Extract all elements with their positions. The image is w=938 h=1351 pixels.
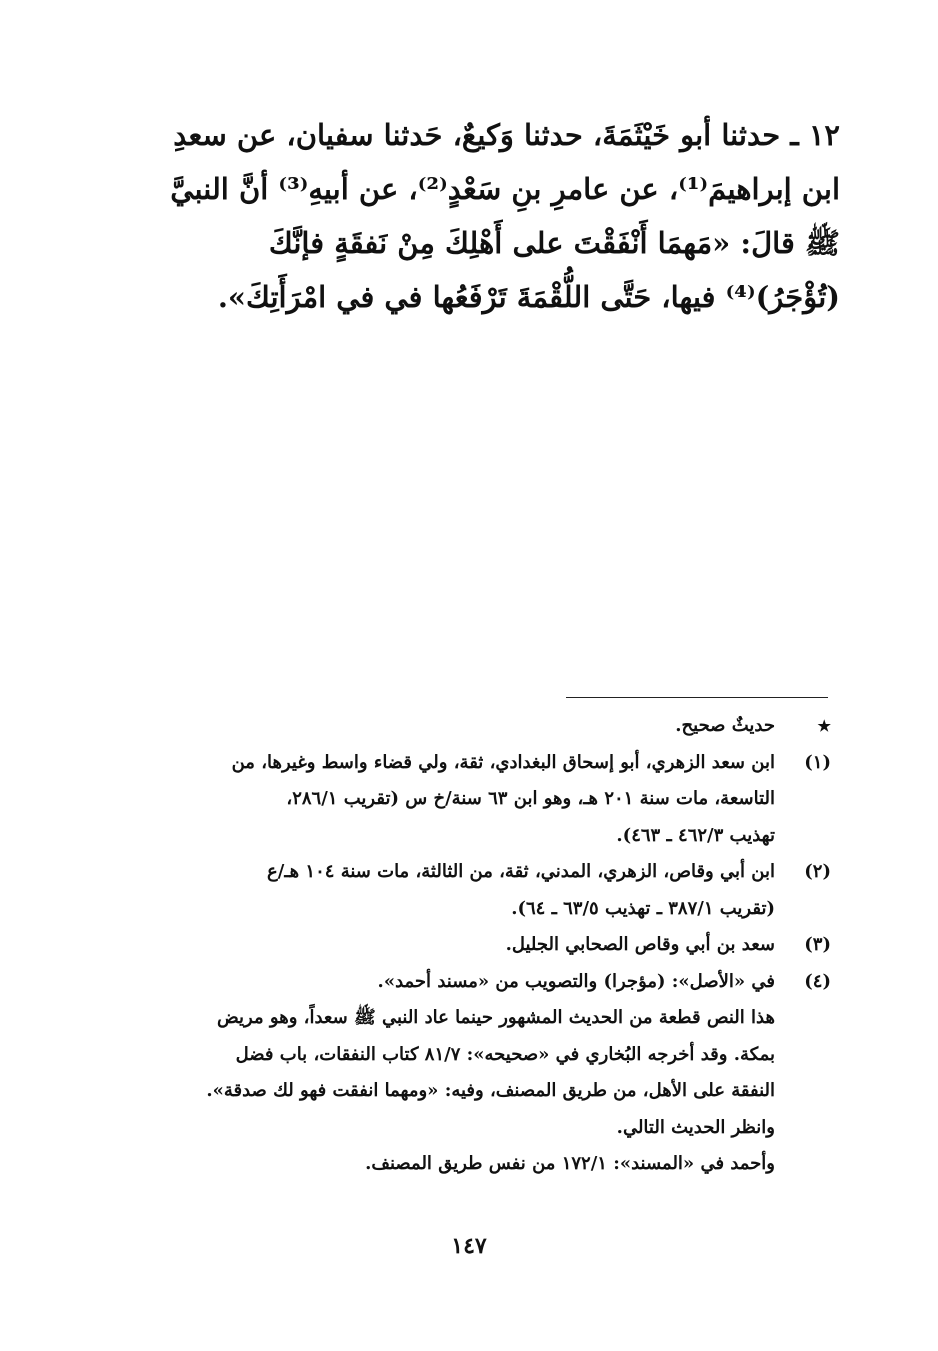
page-number: ١٤٧	[451, 1233, 487, 1259]
footnote-number: (١)	[804, 751, 831, 773]
hadith-line: ﷺ قالَ: «مَهمَا أَنْفَقْتَ على أَهْلِكَ مِنْ نَفقَةٍ فإنَّكَ	[268, 226, 840, 260]
star-icon: ★	[817, 717, 831, 735]
footnote-number: (٢)	[804, 861, 831, 882]
footnote-line: في «الأصل»: (مؤجرا) والتصويب من «مسند أحمد».	[377, 970, 775, 992]
hadith-line: (تُؤْجَرُ)⁽⁴⁾ فيها، حَتَّى اللُّقْمَةَ تَرْفَعُها في في امْرَأَتِكَ».	[217, 280, 840, 314]
footnote-line: النفقة على الأهل، من طريق المصنف، وفيه: «ومهما انفقت فهو لك صدقة».	[206, 1080, 775, 1101]
footnote-line: بمكة. وقد أخرجه البُخاري في «صحيحه»: ٨١/٧ كتاب النفقات، باب فضل	[235, 1043, 775, 1065]
footnote-line: وانظر الحديث التالي.	[616, 1116, 775, 1138]
footnote-2	[128, 854, 833, 927]
footnote-divider	[566, 697, 828, 698]
hadith-line: ١٢ ـ حدثنا أبو خَيْثَمَةَ، حدثنا وَكيعٌ، حَدثنا سفيان، عن سعدِ	[173, 118, 840, 152]
footnote-line: وأحمد في «المسند»: ١٧٢/١ من نفس طريق المصنف.	[365, 1153, 775, 1174]
hadith-line: ابن إبراهيمَ⁽¹⁾، عن عامرِ بنِ سَعْدٍ⁽²⁾، عن أبيهِ⁽³⁾ أنَّ النبيَّ	[170, 172, 840, 206]
footnote-number: (٣)	[804, 934, 831, 955]
footnote-line: ابن أبي وقاص، الزهري، المدني، ثقة، من الثالثة، مات سنة ١٠٤ هـ/ع	[267, 861, 775, 882]
footnote-line: التاسعة، مات سنة ٢٠١ هـ، وهو ابن ٦٣ سنة/خ س (تقريب ٢٨٦/١،	[286, 788, 775, 809]
footnote-line: تهذيب ٤٦٢/٣ ـ ٤٦٣).	[616, 824, 775, 846]
footnotes	[128, 708, 833, 1183]
footnote-grade	[128, 708, 833, 745]
footnote-4	[128, 964, 833, 1183]
footnote-3	[128, 927, 833, 964]
footnote-line: سعد بن أبي وقاص الصحابي الجليل.	[505, 934, 775, 955]
footnote-number: (٤)	[804, 970, 831, 992]
footnote-line: حديثٌ صحيح.	[675, 715, 775, 736]
footnote-line: (تقريب ٣٨٧/١ ـ تهذيب ٦٣/٥ ـ ٦٤).	[511, 897, 775, 919]
footnote-line: هذا النص قطعة من الحديث المشهور حينما عاد النبي ﷺ سعداً، وهو مريض	[217, 1007, 775, 1028]
hadith-text	[128, 108, 840, 324]
footnote-1	[128, 745, 833, 855]
footnote-line: ابن سعد الزهري، أبو إسحاق البغدادي، ثقة، ولي قضاء واسط وغيرها، من	[231, 751, 775, 773]
